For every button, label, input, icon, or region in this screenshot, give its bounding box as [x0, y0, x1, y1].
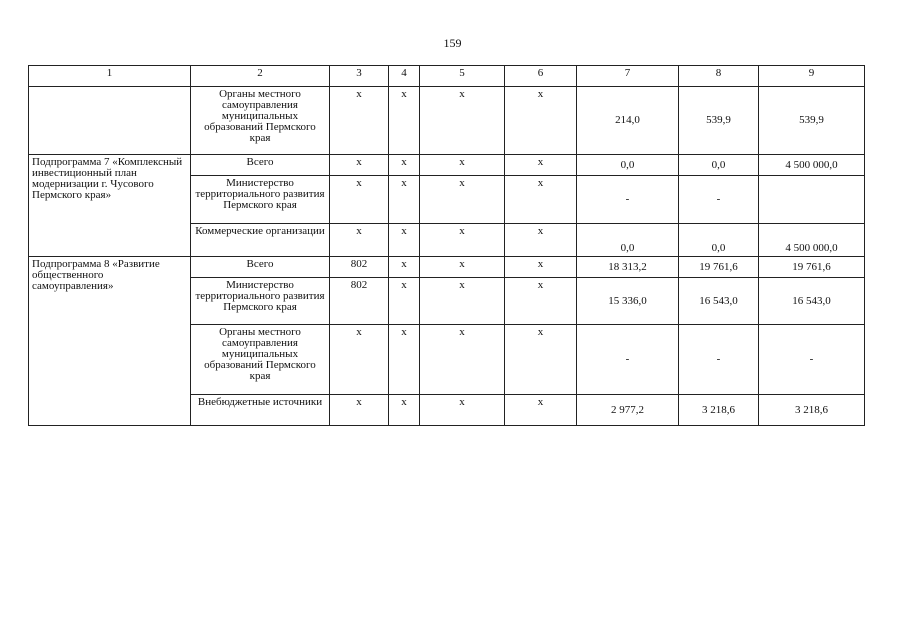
code-cell: x	[505, 87, 577, 155]
table-row	[29, 155, 865, 176]
source-cell: Всего	[191, 257, 330, 278]
code-cell: x	[505, 395, 577, 426]
code-cell: x	[505, 155, 577, 176]
table-row	[29, 87, 865, 155]
amount-cell: -	[679, 176, 759, 224]
amount-cell: -	[577, 325, 679, 395]
code-cell: x	[505, 257, 577, 278]
code-cell: x	[505, 278, 577, 325]
amount-cell: 19 761,6	[759, 257, 865, 278]
amount-cell: -	[577, 176, 679, 224]
source-cell: Министерство территориального развития Пермского края	[191, 278, 330, 325]
amount-cell: 19 761,6	[679, 257, 759, 278]
code-cell: x	[420, 87, 505, 155]
code-cell: x	[389, 257, 420, 278]
amount-cell: 0,0	[577, 155, 679, 176]
amount-cell: -	[759, 325, 865, 395]
amount-cell: 0,0	[679, 224, 759, 257]
amount-cell: 214,0	[577, 87, 679, 155]
source-cell: Органы местного самоуправления муниципальных образований Пермского края	[191, 87, 330, 155]
source-cell: Министерство территориального развития Пермского края	[191, 176, 330, 224]
amount-cell: -	[679, 325, 759, 395]
amount-cell: 539,9	[759, 87, 865, 155]
code-cell: x	[389, 155, 420, 176]
page-number: 159	[443, 36, 462, 50]
column-header: 7	[577, 66, 679, 87]
code-cell: x	[389, 224, 420, 257]
amount-cell: 539,9	[679, 87, 759, 155]
amount-cell: 4 500 000,0	[759, 224, 865, 257]
column-header: 3	[330, 66, 389, 87]
column-header: 9	[759, 66, 865, 87]
code-cell: x	[420, 257, 505, 278]
column-header: 2	[191, 66, 330, 87]
column-header: 6	[505, 66, 577, 87]
source-cell: Коммерческие организации	[191, 224, 330, 257]
table-row	[29, 257, 865, 278]
amount-cell	[759, 176, 865, 224]
amount-cell: 2 977,2	[577, 395, 679, 426]
program-cell	[29, 87, 191, 155]
code-cell: x	[330, 395, 389, 426]
source-cell: Всего	[191, 155, 330, 176]
code-cell: x	[420, 155, 505, 176]
code-cell: x	[420, 278, 505, 325]
column-header: 1	[29, 66, 191, 87]
code-cell: x	[389, 325, 420, 395]
code-cell: x	[505, 224, 577, 257]
code-cell: 802	[330, 278, 389, 325]
source-cell: Органы местного самоуправления муниципальных образований Пермского края	[191, 325, 330, 395]
code-cell: x	[420, 176, 505, 224]
amount-cell: 0,0	[577, 224, 679, 257]
source-cell: Внебюджетные источники	[191, 395, 330, 426]
code-cell: x	[330, 224, 389, 257]
amount-cell: 15 336,0	[577, 278, 679, 325]
code-cell: x	[330, 176, 389, 224]
program-cell: Подпрограмма 8 «Развитие общественного самоуправления»	[29, 257, 191, 426]
amount-cell: 18 313,2	[577, 257, 679, 278]
code-cell: x	[389, 395, 420, 426]
amount-cell: 0,0	[679, 155, 759, 176]
code-cell: x	[389, 87, 420, 155]
code-cell: x	[505, 176, 577, 224]
code-cell: x	[389, 176, 420, 224]
column-header: 8	[679, 66, 759, 87]
program-cell: Подпрограмма 7 «Комплексный инвестиционный план модернизации г. Чусового Пермского края»	[29, 155, 191, 257]
amount-cell: 3 218,6	[759, 395, 865, 426]
code-cell: x	[420, 395, 505, 426]
column-header: 4	[389, 66, 420, 87]
column-header-row	[29, 66, 865, 87]
amount-cell: 16 543,0	[679, 278, 759, 325]
amount-cell: 3 218,6	[679, 395, 759, 426]
code-cell: x	[420, 325, 505, 395]
amount-cell: 16 543,0	[759, 278, 865, 325]
code-cell: x	[420, 224, 505, 257]
code-cell: x	[330, 87, 389, 155]
budget-table	[28, 65, 865, 426]
column-header: 5	[420, 66, 505, 87]
code-cell: x	[389, 278, 420, 325]
amount-cell: 4 500 000,0	[759, 155, 865, 176]
code-cell: x	[330, 325, 389, 395]
code-cell: x	[505, 325, 577, 395]
code-cell: 802	[330, 257, 389, 278]
code-cell: x	[330, 155, 389, 176]
